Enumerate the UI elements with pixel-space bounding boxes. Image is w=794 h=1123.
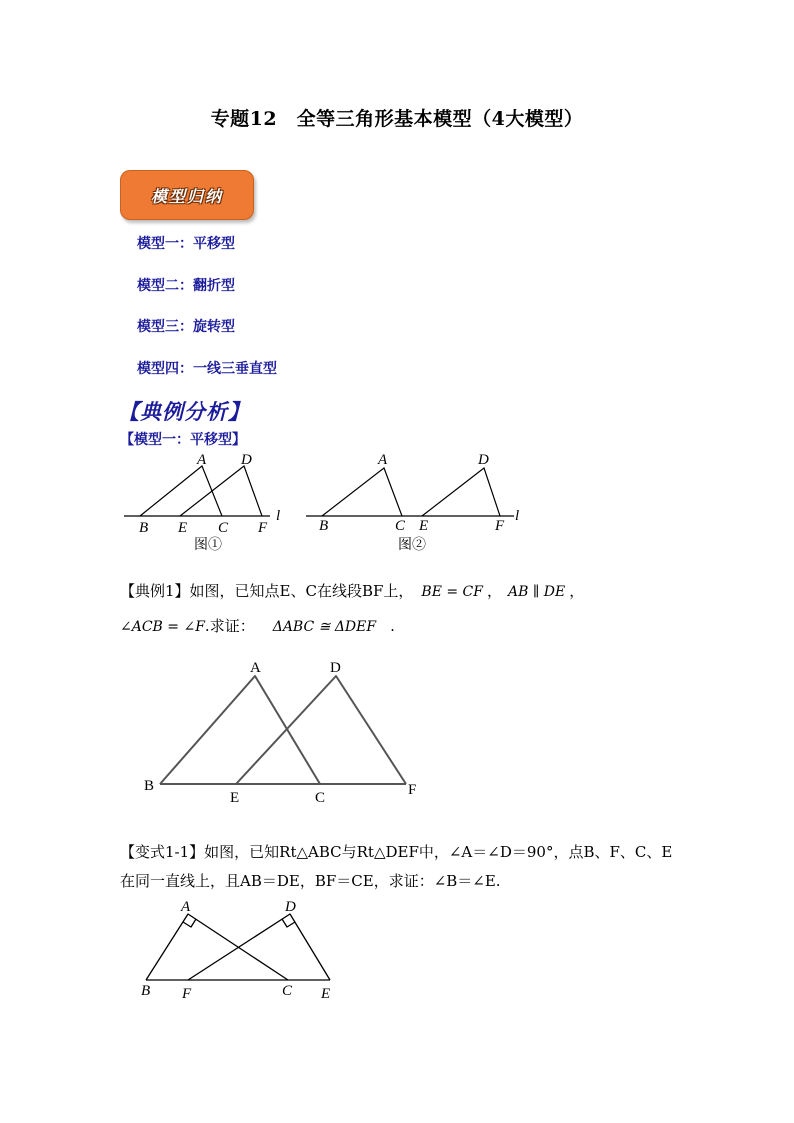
fig2-label-c: C [395, 518, 406, 534]
section-heading: 【典例分析】 [118, 399, 250, 424]
variant1-label-c: C [282, 983, 293, 999]
fig1-label-a: A [197, 452, 207, 468]
variant1-label-b: B [141, 983, 151, 999]
fig1-label-d: D [241, 452, 252, 468]
translation-figure [110, 448, 540, 558]
section-badge [120, 170, 254, 220]
example1-math-a: BE = CF [421, 584, 483, 600]
variant1-triangle-def [188, 914, 330, 980]
section-badge-label: 模型归纳 [150, 186, 223, 206]
fig2-label-l: l [515, 508, 520, 524]
fig2-triangle-abc [322, 468, 402, 516]
variant1-right-angle-a [183, 919, 196, 927]
fig1-label-c: C [218, 520, 229, 536]
example1-end: . [390, 617, 395, 635]
example1-sep2: ， [569, 582, 585, 600]
example1-label-c: C [315, 790, 326, 806]
model-item-4: 模型四：一线三垂直型 [137, 361, 277, 377]
fig1-label-f: F [258, 520, 268, 536]
fig1-label-b: B [139, 520, 149, 536]
model-item-1: 模型一：平移型 [137, 236, 235, 252]
variant1-label-e: E [321, 986, 331, 1002]
example1-lead: 【典例1】 [120, 582, 190, 600]
example1-sep: ， [486, 582, 502, 600]
fig2-triangle-def [422, 468, 500, 516]
variant1-line2: 在同一直线上，且AB＝DE，BF＝CE，求证：∠B＝∠E. [120, 872, 501, 890]
fig2-label-e: E [419, 518, 429, 534]
variant1-figure [136, 896, 346, 1004]
example1-label-d: D [330, 660, 341, 676]
model-item-2: 模型二：翻折型 [137, 278, 235, 294]
model-item-3: 模型三：旋转型 [137, 319, 235, 335]
variant1-label-a: A [181, 899, 191, 915]
example1-line1 [120, 581, 584, 602]
example1-label-f: F [408, 782, 417, 798]
example1-line2 [120, 616, 395, 637]
example1-math-d: ΔABC ≅ ΔDEF [272, 619, 377, 635]
variant1-text-line1: 如图，已知Rt△ABC与Rt△DEF中，∠A＝∠D＝90°，点B、F、C、E [204, 843, 673, 861]
page-title: 专题12 全等三角形基本模型（4大模型） [210, 108, 584, 130]
fig2-label-d: D [478, 452, 489, 468]
fig2-label-b: B [319, 518, 329, 534]
fig1-label-e: E [178, 520, 188, 536]
variant1-line1 [120, 842, 672, 862]
example1-text-b: .求证： [204, 617, 255, 635]
example1-label-a: A [250, 660, 261, 676]
example1-math-c: ∠ACB = ∠F [120, 619, 205, 635]
sub-heading: 【模型一：平移型】 [120, 432, 246, 448]
example1-math-b: AB ∥ DE [508, 584, 566, 600]
example1-text-a: 如图，已知点E、C在线段BF上， [189, 582, 414, 600]
fig1-caption: 图① [194, 537, 222, 553]
variant1-label-f: F [182, 986, 192, 1002]
example1-label-e: E [230, 790, 240, 806]
example1-triangle-def [236, 676, 406, 784]
example1-triangle-abc [160, 676, 320, 784]
example1-label-b: B [144, 778, 155, 794]
variant1-label-d: D [285, 899, 296, 915]
example1-figure [138, 652, 428, 808]
variant1-triangle-abc [146, 914, 288, 980]
fig2-label-f: F [495, 518, 505, 534]
variant1-lead: 【变式1-1】 [120, 843, 205, 861]
fig2-caption: 图② [398, 537, 426, 553]
fig2-label-a: A [378, 452, 388, 468]
fig1-label-l: l [276, 508, 281, 524]
fig1-triangle-abc [140, 466, 222, 516]
